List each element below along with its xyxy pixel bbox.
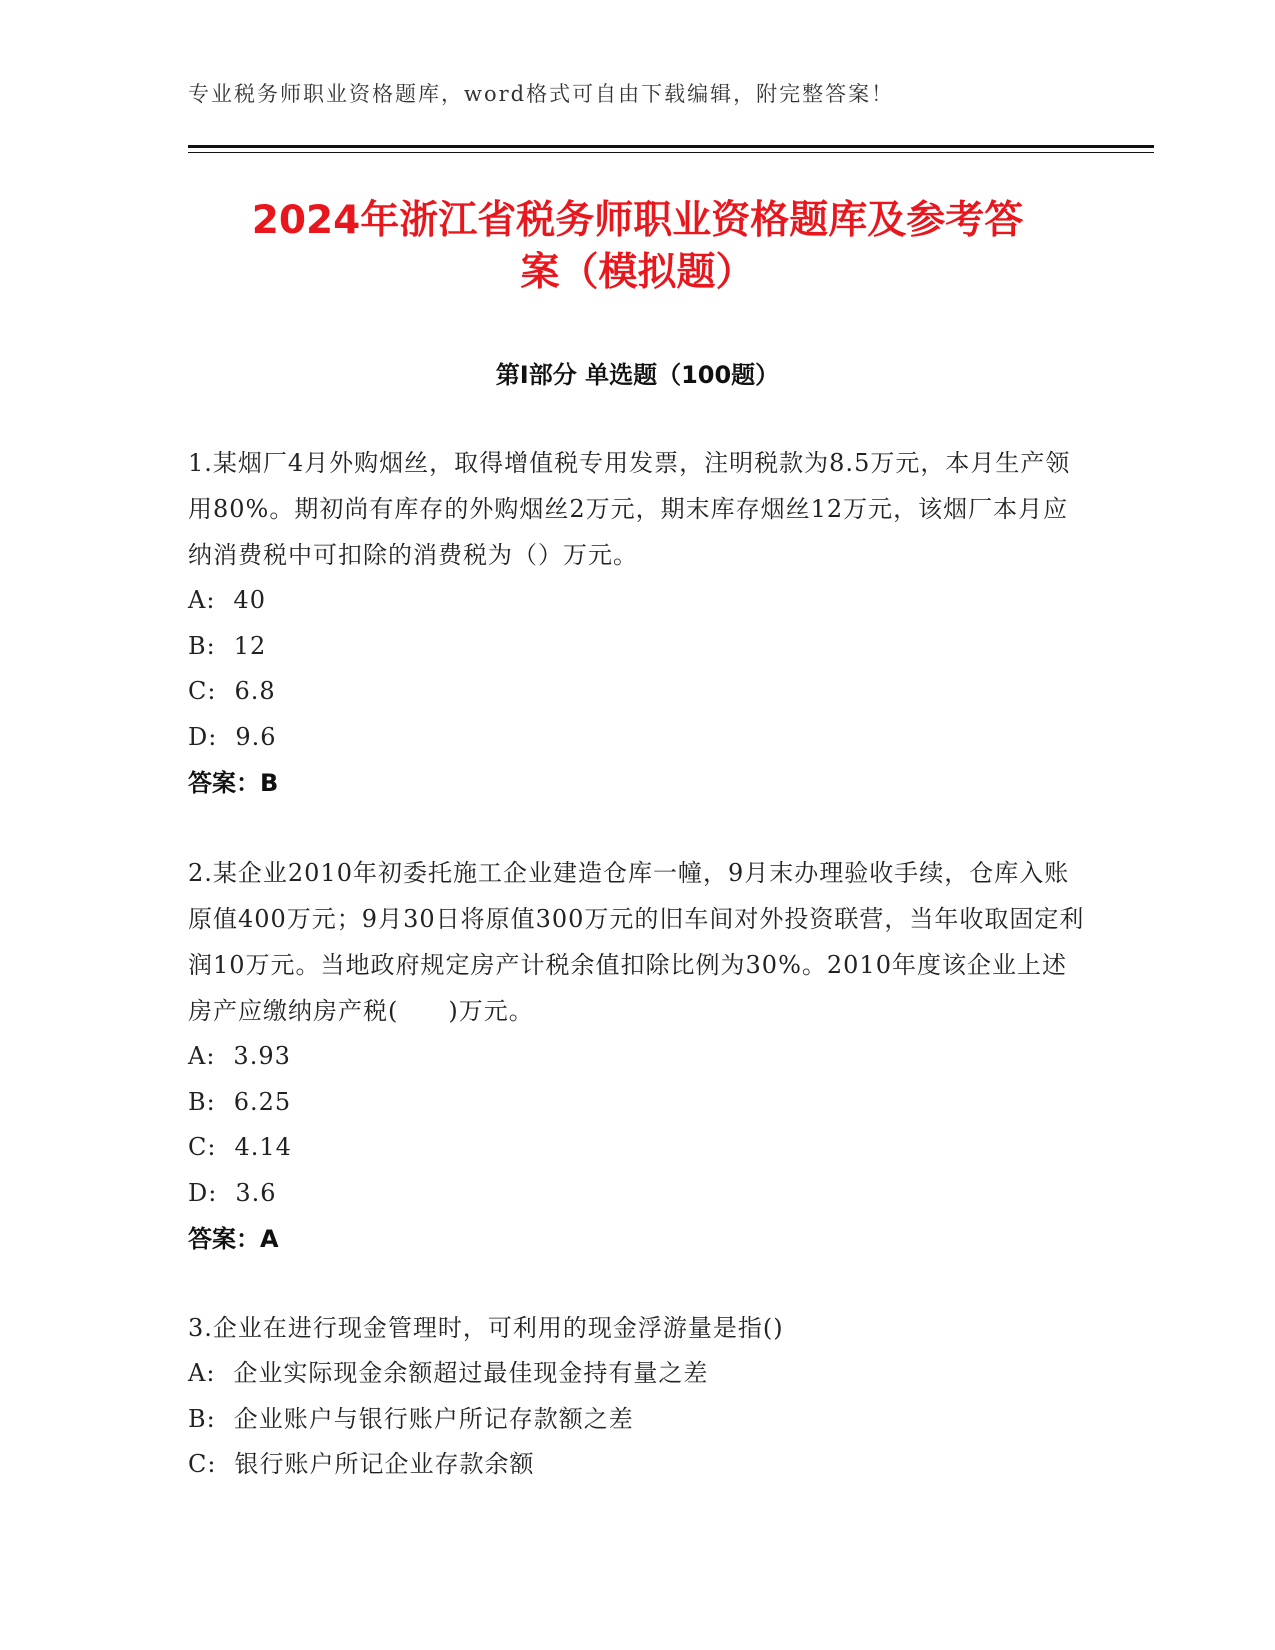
option-c (188, 1442, 1088, 1488)
option-text: 12 (233, 631, 267, 660)
option-letter: D: (188, 1178, 218, 1207)
question-3 (188, 1305, 1088, 1488)
option-letter: A: (188, 1359, 216, 1387)
document-title-line-2: 案（模拟题） (520, 250, 755, 295)
option-letter: C: (188, 1450, 217, 1478)
option-letter: A: (188, 586, 216, 614)
option-d (188, 715, 1088, 761)
option-text: 9.6 (235, 722, 277, 751)
option-b (188, 1397, 1088, 1443)
answer-line: 答案：A (188, 1225, 279, 1253)
question-stem: 1.某烟厂4月外购烟丝，取得增值税专用发票，注明税款为8.5万元，本月生产领用80%。期初尚有库存的外购烟丝2万元，期末库存烟丝12万元，该烟厂本月应纳消费税中可扣除的消费税为（）万元。 (188, 449, 1071, 569)
question-stem: 3.企业在进行现金管理时，可利用的现金浮游量是指() (188, 1314, 784, 1342)
option-text: 3.6 (235, 1178, 277, 1207)
option-text: 企业账户与银行账户所记存款额之差 (233, 1404, 634, 1433)
option-text: 4.14 (234, 1133, 292, 1161)
option-d (188, 1171, 1088, 1217)
option-letter: A: (188, 1042, 216, 1070)
option-text: 40 (233, 586, 266, 614)
question-2 (188, 850, 1088, 1262)
header-rule-thin (188, 152, 1154, 153)
header-note: 专业税务师职业资格题库，word格式可自由下载编辑，附完整答案！ (188, 82, 895, 106)
option-a (188, 578, 1088, 624)
option-text: 3.93 (233, 1042, 291, 1070)
document-title-line-1: 2024年浙江省税务师职业资格题库及参考答 (251, 198, 1024, 243)
header-rule-thick (188, 145, 1154, 148)
question-1 (188, 440, 1088, 806)
question-stem: 2.某企业2010年初委托施工企业建造仓库一幢，9月末办理验收手续，仓库入账原值400万元；9月30日将原值300万元的旧车间对外投资联营，当年收取固定利润10万元。当地政府规定房产计税余值扣除比例为30%。2010年度该企业上述房产应缴纳房产税( )万元。 (188, 859, 1085, 1025)
option-letter: B: (188, 1087, 216, 1116)
option-letter: C: (188, 677, 217, 705)
option-c (188, 669, 1088, 715)
option-letter: C: (188, 1133, 217, 1161)
option-c (188, 1125, 1088, 1171)
option-letter: B: (188, 1404, 216, 1433)
option-letter: D: (188, 722, 218, 751)
option-b (188, 1080, 1088, 1126)
option-a (188, 1034, 1088, 1080)
option-text: 企业实际现金余额超过最佳现金持有量之差 (233, 1359, 709, 1387)
section-heading: 第I部分 单选题（100题） (495, 361, 780, 389)
option-text: 6.8 (234, 677, 276, 705)
answer-line: 答案：B (188, 769, 279, 797)
option-letter: B: (188, 631, 216, 660)
document-title (160, 195, 1115, 299)
option-a (188, 1351, 1088, 1397)
option-text: 银行账户所记企业存款余额 (234, 1450, 535, 1478)
option-b (188, 624, 1088, 670)
option-text: 6.25 (233, 1087, 292, 1116)
